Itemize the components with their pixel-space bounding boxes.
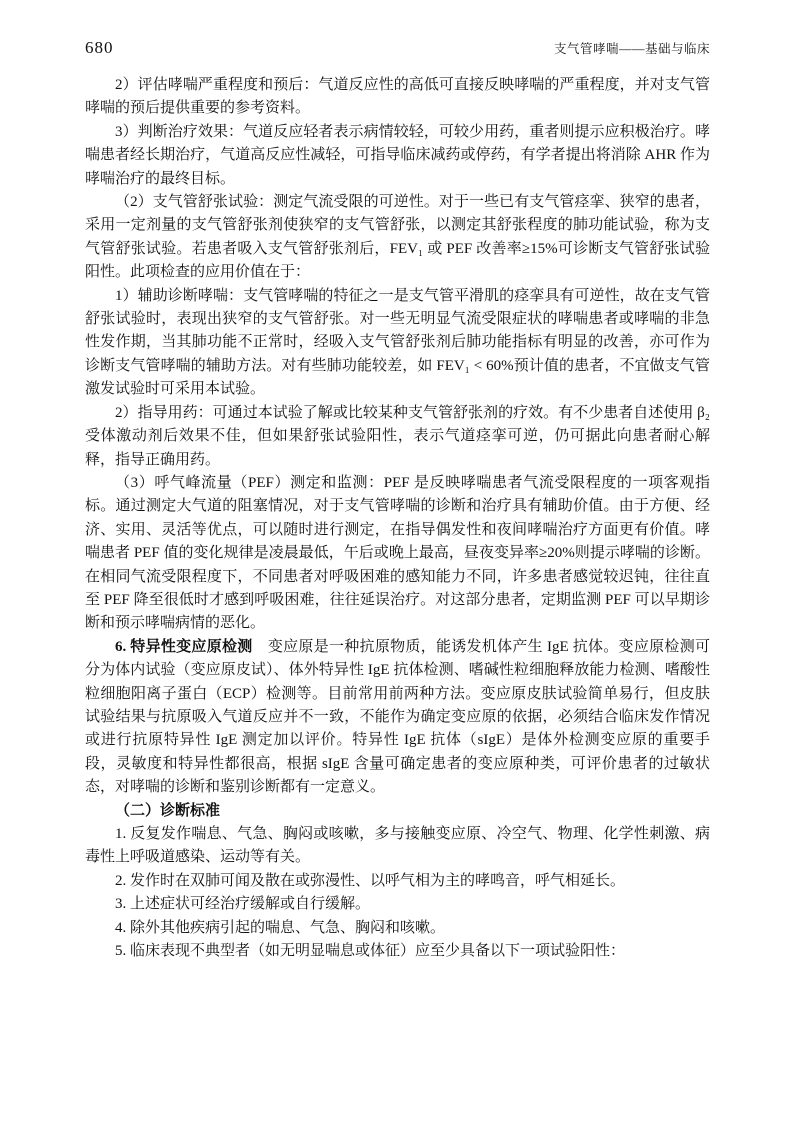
- paragraph-text: 3）判断治疗效果：气道反应轻者表示病情较轻，可较少用药，重者则提示应积极治疗。哮喘患者经长期治疗，气道高反应性减轻，可指导临床减药或停药，有学者提出将消除 AHR 作为哮喘治疗的最终目标。: [85, 123, 710, 187]
- paragraph: [85, 121, 710, 191]
- paragraph-text: 5. 临床表现不典型者（如无明显喘息或体征）应至少具备以下一项试验阳性：: [115, 943, 626, 960]
- paragraph-text: 2. 发作时在双肺可闻及散在或弥漫性、以呼气相为主的哮鸣音，呼气相延长。: [115, 872, 626, 889]
- paragraph-text: 2）指导用药：可通过本试验了解或比较某种支气管舒张剂的疗效。有不少患者自述使用 β₂ 受体激动剂后效果不佳，但如果舒张试验阳性，表示气道痉挛可逆，仍可据此向患者耐心解释，指导正确用药。: [85, 404, 710, 468]
- list-item-1: [85, 823, 710, 870]
- page-header: [0, 0, 792, 58]
- list-item-5: [85, 940, 710, 963]
- paragraph-text: 3. 上述症状可经治疗缓解或自行缓解。: [115, 896, 371, 913]
- section-heading-text: （二）诊断标准: [115, 802, 221, 819]
- section-heading-diagnostic-criteria: [85, 800, 710, 823]
- list-item-4: [85, 917, 710, 940]
- paragraph: [85, 402, 710, 472]
- page-number: 680: [85, 38, 114, 57]
- paragraph: [85, 191, 710, 285]
- paragraph-text: 变应原是一种抗原物质，能诱发机体产生 IgE 抗体。变应原检测可分为体内试验（变应原皮试）、体外特异性 IgE 抗体检测、嗜碱性粒细胞释放能力检测、嗜酸性粒细胞阳离子蛋白（ECP）检测等。目前常用前两种方法。变应原皮肤试验简单易行，但皮肤试验结果与抗原吸入气道反应并不一致，不能作为确定变应原的依据，必须结合临床发作情况或进行抗原特异性 IgE 测定加以评价。特异性 IgE 抗体（sIgE）是体外检测变应原的重要手段，灵敏度和特异性都很高，根据 sIgE 含量可确定患者的变应原种类，可评价患者的过敏状态，对哮喘的诊断和鉴别诊断都有一定意义。: [85, 638, 710, 796]
- paragraph-text: （3）呼气峰流量（PEF）测定和监测：PEF 是反映哮喘患者气流受限程度的一项客观指标。通过测定大气道的阻塞情况，对于支气管哮喘的诊断和治疗具有辅助价值。由于方便、经济、实用、灵活等优点，可以随时进行测定，在指导偶发性和夜间哮喘治疗方面更有价值。哮喘患者 PEF 值的变化规律是凌晨最低，午后或晚上最高，昼夜变异率≥20%则提示哮喘的诊断。在相同气流受限程度下，不同患者对呼吸困难的感知能力不同，许多患者感觉较迟钝，往往直至 PEF 降至很低时才感到呼吸困难，往往延误治疗。对这部分患者，定期监测 PEF 可以早期诊断和预示哮喘病情的恶化。: [85, 474, 710, 632]
- list-item-3: [85, 893, 710, 916]
- paragraph: [85, 285, 710, 402]
- paragraph-text: （2）支气管舒张试验：测定气流受限的可逆性。对于一些已有支气管痉挛、狭窄的患者，采用一定剂量的支气管舒张剂使狭窄的支气管舒张，以测定其舒张程度的肺功能试验，称为支气管舒张试验。若患者吸入支气管舒张剂后，FEV₁ 或 PEF 改善率≥15%可诊断支气管舒张试验阳性。此项检查的应用价值在于：: [85, 194, 710, 281]
- paragraph: [85, 472, 710, 636]
- section-6-heading: 6. 特异性变应原检测: [115, 638, 253, 655]
- running-title: 支气管哮喘——基础与临床: [553, 42, 710, 56]
- paragraph-text: 1）辅助诊断哮喘：支气管哮喘的特征之一是支气管平滑肌的痉挛具有可逆性，故在支气管舒张试验时，表现出狭窄的支气管舒张。对一些无明显气流受限症状的哮喘患者或哮喘的非急性发作期，当其肺功能不正常时，经吸入支气管舒张剂后肺功能指标有明显的改善，亦可作为诊断支气管哮喘的辅助方法。对有些肺功能较差，如 FEV₁ < 60%预计值的患者，不宜做支气管激发试验时可采用本试验。: [85, 287, 710, 398]
- paragraph-text: 2）评估哮喘严重程度和预后：气道反应性的高低可直接反映哮喘的严重程度，并对支气管哮喘的预后提供重要的参考资料。: [85, 77, 710, 117]
- paragraph-text: 1. 反复发作喘息、气急、胸闷或咳嗽，多与接触变应原、冷空气、物理、化学性刺激、病毒性上呼吸道感染、运动等有关。: [85, 826, 710, 866]
- paragraph-text: 4. 除外其他疾病引起的喘息、气急、胸闷和咳嗽。: [115, 919, 446, 936]
- list-item-2: [85, 870, 710, 893]
- page-body: [0, 58, 792, 963]
- paragraph: [85, 74, 710, 121]
- paragraph-section-6: [85, 636, 710, 800]
